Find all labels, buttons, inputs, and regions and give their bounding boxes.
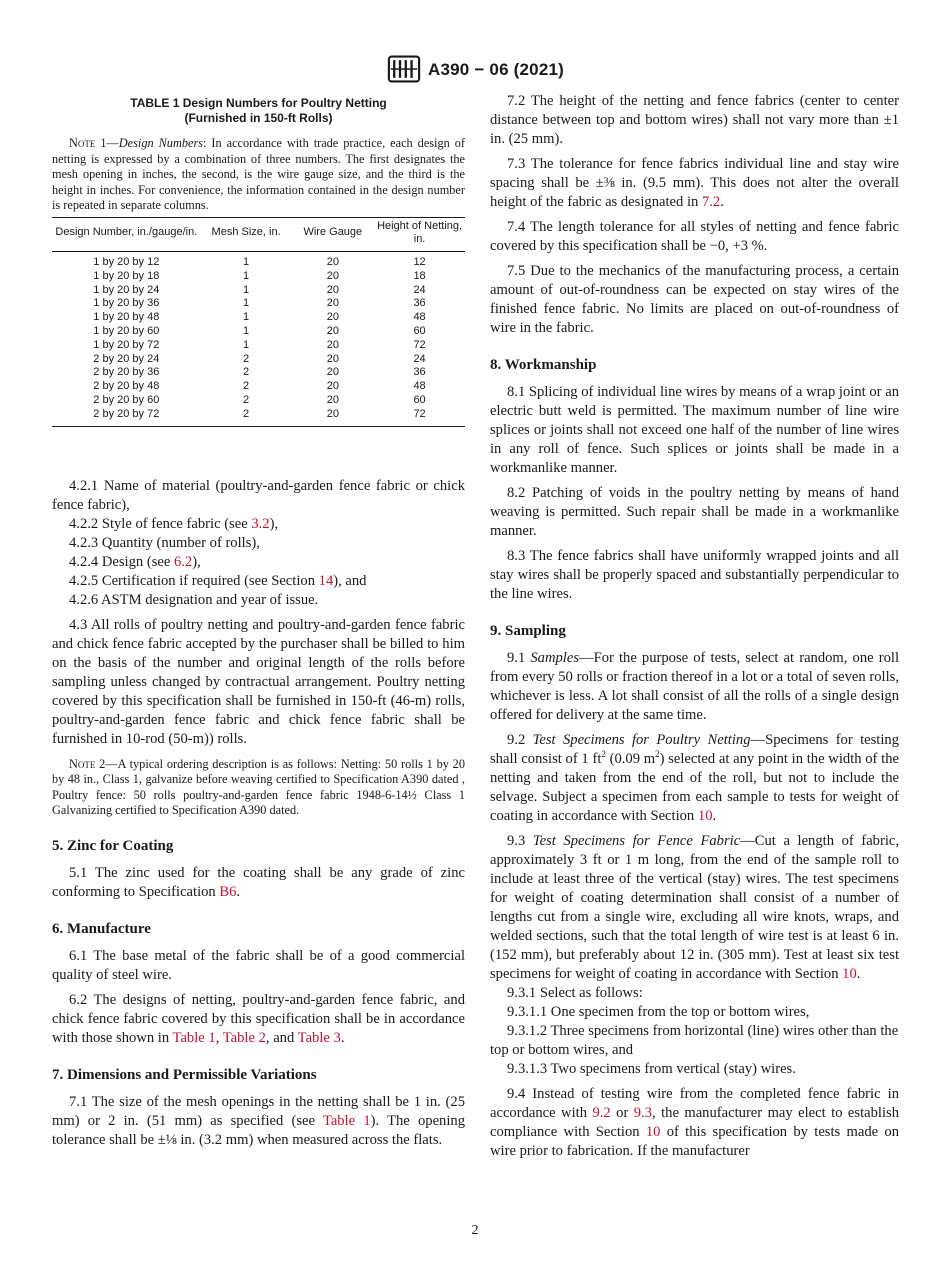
text: ), and [333,572,367,589]
note-label: Note 1 [69,136,107,150]
left-column [52,92,465,1150]
table-cell: 1 [243,325,250,338]
section-9-2 [490,731,899,826]
table-cell: 20 [326,380,339,393]
text: 9.1 [507,650,531,666]
design-numbers-table [52,217,465,427]
heading-section-8: 8. Workmanship [490,357,597,373]
table-cell: 72 [413,338,426,351]
text: . [340,1029,345,1046]
table-note-1 [52,136,465,214]
table-cell: 20 [326,283,339,296]
text: 4.2.4 Design (see [69,553,174,570]
section-4-2-4 [52,553,465,572]
text: 9.2 [507,732,533,748]
section-8-2: 8.2 Patching of voids in the poultry netting by means of hand weaving is permitted. Such repair shall be made in a workmanlike manner. [490,485,899,539]
section-4-2-6: 4.2.6 ASTM designation and year of issue. [69,591,319,608]
link-6-2[interactable]: 6.2 [173,553,193,570]
table-cell: 20 [326,297,339,310]
text: 6.2 The designs of netting, poultry-and-garden fence fabric, and chick fence fabric covered by this specification shall be in accordance with those shown in [52,991,465,1046]
table-cell: 18 [413,269,426,282]
table-cell: 1 [243,297,250,310]
section-5-1 [52,864,465,902]
text: 7.3 The tolerance for fence fabrics individual line and stay wire spacing shall be ±⅜ in. (9.5 mm). This does not alter the overall height of the fabric as designated in [490,156,899,210]
note-2 [52,757,465,819]
table-cell: 2 by 20 by 72 [93,407,160,420]
text: —Specimens for testing shall consist of 1 ft [490,732,900,767]
section-7-5: 7.5 Due to the mechanics of the manufacturing process, a certain amount of out-of-roundness can be expected on stay wires of the finished fence fabric. No limits are placed on out-of-roundness of wire in the fabric. [490,263,899,336]
table-cell: 1 by 20 by 12 [93,256,160,269]
note-text: : In accordance with trade practice, each design of netting is expressed by a combination of three numbers. The first designates the mesh opening in inches, the second, is the wire gauge size, and the third is the height in inches. For convenience, the information contained in the design number is repeated in separate columns. [52,136,465,212]
table-cell: 1 by 20 by 72 [93,338,160,351]
text: or [610,1105,634,1121]
section-9-3-1-2: 9.3.1.2 Three specimens from horizontal (line) wires other than the top or bottom wires, and [490,1023,899,1058]
table-header-row [52,217,465,252]
table-row [52,353,465,367]
table-title [52,96,465,126]
section-9-3 [490,832,899,984]
heading-section-7: 7. Dimensions and Permissible Variations [52,1066,317,1083]
table-cell: 20 [326,338,339,351]
table-cell: 20 [326,366,339,379]
table-row [52,252,465,270]
link-table-1[interactable]: Table 1 [322,1112,371,1129]
table-row [52,394,465,408]
table-cell: 1 by 20 by 24 [93,283,160,296]
text: 5.1 The zinc used for the coating shall be any grade of zinc conforming to Specification [52,864,465,900]
column-header-design-number: Design Number, in./gauge/in. [55,226,198,239]
table-cell: 1 [243,311,250,324]
standard-designation: A390 − 06 (2021) [428,59,564,79]
text: —Cut a length of fabric, approximately 3 ft or 1 m long, from the end of the sample roll to include at least three of the vertical (stay) wires. The test specimens for weight of coating determination shall consist of a number of lengths cut from a single wire, excluding all wire knots, wraps, and welded sections, such that the total length of wire test is at least 6 in. (152 mm), but preferably about 12 in. (305 mm). Test at least six test specimens for weight of coating in accordance with Section [490,833,900,982]
table-cell: 72 [413,407,426,420]
table-cell: 24 [413,352,426,365]
column-header-mesh-size: Mesh Size, in. [211,226,281,239]
text: 9.4 Instead of testing wire from the completed fence fabric in accordance with [490,1086,899,1121]
text: 4.2.2 Style of fence fabric (see [69,515,252,532]
table-cell: 36 [413,297,426,310]
text: —For the purpose of tests, select at random, one roll from every 50 rolls or fraction thereof in a lot or a total of seven rolls, whichever is less. A lot shall consist of all the rolls of a single design offered for delivery at the same time. [490,650,899,723]
table-cell: 2 by 20 by 60 [93,394,160,407]
heading-section-5: 5. Zinc for Coating [52,837,174,854]
section-4-3: 4.3 All rolls of poultry netting and poultry-and-garden fence fabric and chick fence fabric accepted by the purchaser shall be billed to him on the basis of the number and original length of the rolls before sampling unless changed by contractual arrangement. Poultry netting covered by this specification shall be furnished in 150-ft (46-m) rolls, poultry-and-garden fence fabric and chick fence fabric shall be furnished in 10-rod (50-m)) rolls. [52,616,465,747]
table-cell: 60 [413,325,426,338]
table-cell: 2 [243,407,250,420]
astm-logo-icon [386,53,422,85]
text: . [712,808,717,824]
table-cell: 2 by 20 by 36 [93,366,160,379]
text: ) selected at any point in the width of the netting and taken from the end of the roll, but not to include the selvage. Subject a specimen from each sample to tests for weight of coating in accordance with Section [490,751,899,824]
table-cell: 24 [413,283,426,296]
table-row [52,339,465,353]
note-term: Design Numbers [118,136,204,150]
table-cell: 2 by 20 by 48 [93,380,160,393]
table-body [52,252,465,427]
section-4-2-1: 4.2.1 Name of material (poultry-and-garden fence fabric or chick fence fabric), [52,477,465,513]
term: Test Specimens for Poultry Netting [532,732,751,748]
table-cell: 2 [243,380,250,393]
table-cell: 48 [413,311,426,324]
section-9-3-1-1: 9.3.1.1 One specimen from the top or bottom wires, [507,1004,810,1020]
link-table-2[interactable]: Table 2 [222,1029,266,1046]
table-title-line-1: TABLE 1 Design Numbers for Poultry Netting [130,96,387,110]
column-header-wire-gauge: Wire Gauge [303,226,363,239]
section-7-2: 7.2 The height of the netting and fence fabrics (center to center distance between top and bottom wires) shall not vary more than ±1 in. (25 mm). [490,93,899,147]
text: ), [269,515,279,532]
table-cell: 20 [326,325,339,338]
link-table-1[interactable]: Table 1 [172,1029,216,1046]
section-6-1: 6.1 The base metal of the fabric shall be of a good commercial quality of steel wire. [52,947,465,983]
section-9-1 [490,649,899,725]
heading-section-9: 9. Sampling [490,623,566,639]
link-9-3[interactable]: 9.3 [633,1105,652,1121]
table-1 [52,96,465,427]
table-row [52,284,465,298]
table-row [52,270,465,284]
link-section-10[interactable]: 10 [645,1124,661,1140]
text: 4.2.5 Certification if required (see Section [69,572,319,589]
table-title-line-2: (Furnished in 150-ft Rolls) [184,111,333,125]
table-cell: 20 [326,407,339,420]
text: ), [192,553,201,570]
table-cell: 1 by 20 by 36 [93,297,160,310]
link-table-3[interactable]: Table 3 [297,1029,341,1046]
section-8-1: 8.1 Splicing of individual line wires by means of a wrap joint or an electric butt weld is permitted. The maximum number of line wire splices or joints shall not exceed one half of the number of line wires in any roll of fence. Such splices or joints shall be made in a workmanlike manner. [490,384,899,476]
table-cell: 2 [243,352,250,365]
section-4-2-2 [52,515,465,534]
text: , and [265,1029,298,1046]
table-cell: 20 [326,269,339,282]
table-cell: 1 [243,256,250,269]
term: Test Specimens for Fence Fabric [532,833,741,849]
table-cell: 2 by 20 by 24 [93,352,160,365]
table-cell: 12 [413,256,426,269]
note-label: Note 2 [69,756,106,771]
text: of this specification by tests made on wire prior to fabrication. If the manufacturer [490,1124,899,1159]
link-section-10[interactable]: 10 [842,966,857,982]
text: . [236,883,241,900]
link-9-2[interactable]: 9.2 [592,1105,611,1121]
term: Samples [530,650,580,666]
section-7-4: 7.4 The length tolerance for all styles of netting and fence fabric covered by this specification shall be −0, +3 %. [490,219,899,254]
note-text: —A typical ordering description is as follows: Netting: 50 rolls 1 by 20 by 48 in., Class 1, galvanize before weaving certified to Specification A390 dated , Poultry fence: 50 rolls poultry-and-garden fence fabric 1948-6-14½ Class 1 Galvanizing certified to Specification A390 dated. [52,756,465,818]
link-section-14[interactable]: 14 [318,572,334,589]
link-7-2[interactable]: 7.2 [701,194,721,210]
table-cell: 1 by 20 by 60 [93,325,160,338]
table-cell: 60 [413,394,426,407]
section-9-3-1-3: 9.3.1.3 Two specimens from vertical (stay) wires. [507,1061,796,1077]
table-row [52,325,465,339]
text: ). The opening tolerance shall be ±⅛ in. (3.2 mm) when measured across the flats. [52,1112,465,1148]
section-9-4 [490,1085,899,1161]
text: . [856,966,861,982]
text: . [720,194,724,210]
table-cell: 1 [243,283,250,296]
section-6-2 [52,991,465,1048]
table-cell: 20 [326,256,339,269]
section-9-3-1: 9.3.1 Select as follows: [507,985,643,1001]
link-3-2[interactable]: 3.2 [251,515,270,532]
link-b6[interactable]: B6 [219,883,237,900]
table-cell: 36 [413,366,426,379]
table-row [52,297,465,311]
table-cell: 20 [326,394,339,407]
text: (0.09 m [605,751,656,767]
superscript: 2 [601,749,606,760]
table-row [52,380,465,394]
column-header-height: Height of Netting, in. [377,219,463,246]
table-row [52,408,465,426]
table-row [52,311,465,325]
page-number: 2 [471,1223,479,1238]
table-cell: 2 [243,366,250,379]
superscript: 2 [655,749,660,760]
text: , [215,1029,223,1046]
table-cell: 1 by 20 by 18 [93,269,160,282]
table-cell: 1 [243,269,250,282]
right-column [490,92,899,1161]
heading-section-6: 6. Manufacture [52,920,151,937]
section-4-2-5 [52,572,465,591]
table-cell: 48 [413,380,426,393]
section-7-3 [490,155,899,212]
text: , the manufacturer may elect to establish compliance with Section [490,1105,899,1140]
table-cell: 20 [326,311,339,324]
text: 7.1 The size of the mesh openings in the netting shall be 1 in. (25 mm) or 2 in. (51 mm) as specified (see [52,1093,465,1129]
table-cell: 20 [326,352,339,365]
link-section-10[interactable]: 10 [697,808,713,824]
table-cell: 1 [243,338,250,351]
text: 9.3 [507,833,533,849]
table-cell: 1 by 20 by 48 [93,311,160,324]
table-row [52,366,465,380]
section-8-3: 8.3 The fence fabrics shall have uniformly wrapped joints and all stay wires shall be properly spaced and substantially perpendicular to the line wires. [490,548,899,602]
page-header [0,52,950,86]
section-4-2-3: 4.2.3 Quantity (number of rolls), [69,534,260,551]
section-7-1 [52,1093,465,1150]
table-cell: 2 [243,394,250,407]
note-dash: — [106,136,119,150]
